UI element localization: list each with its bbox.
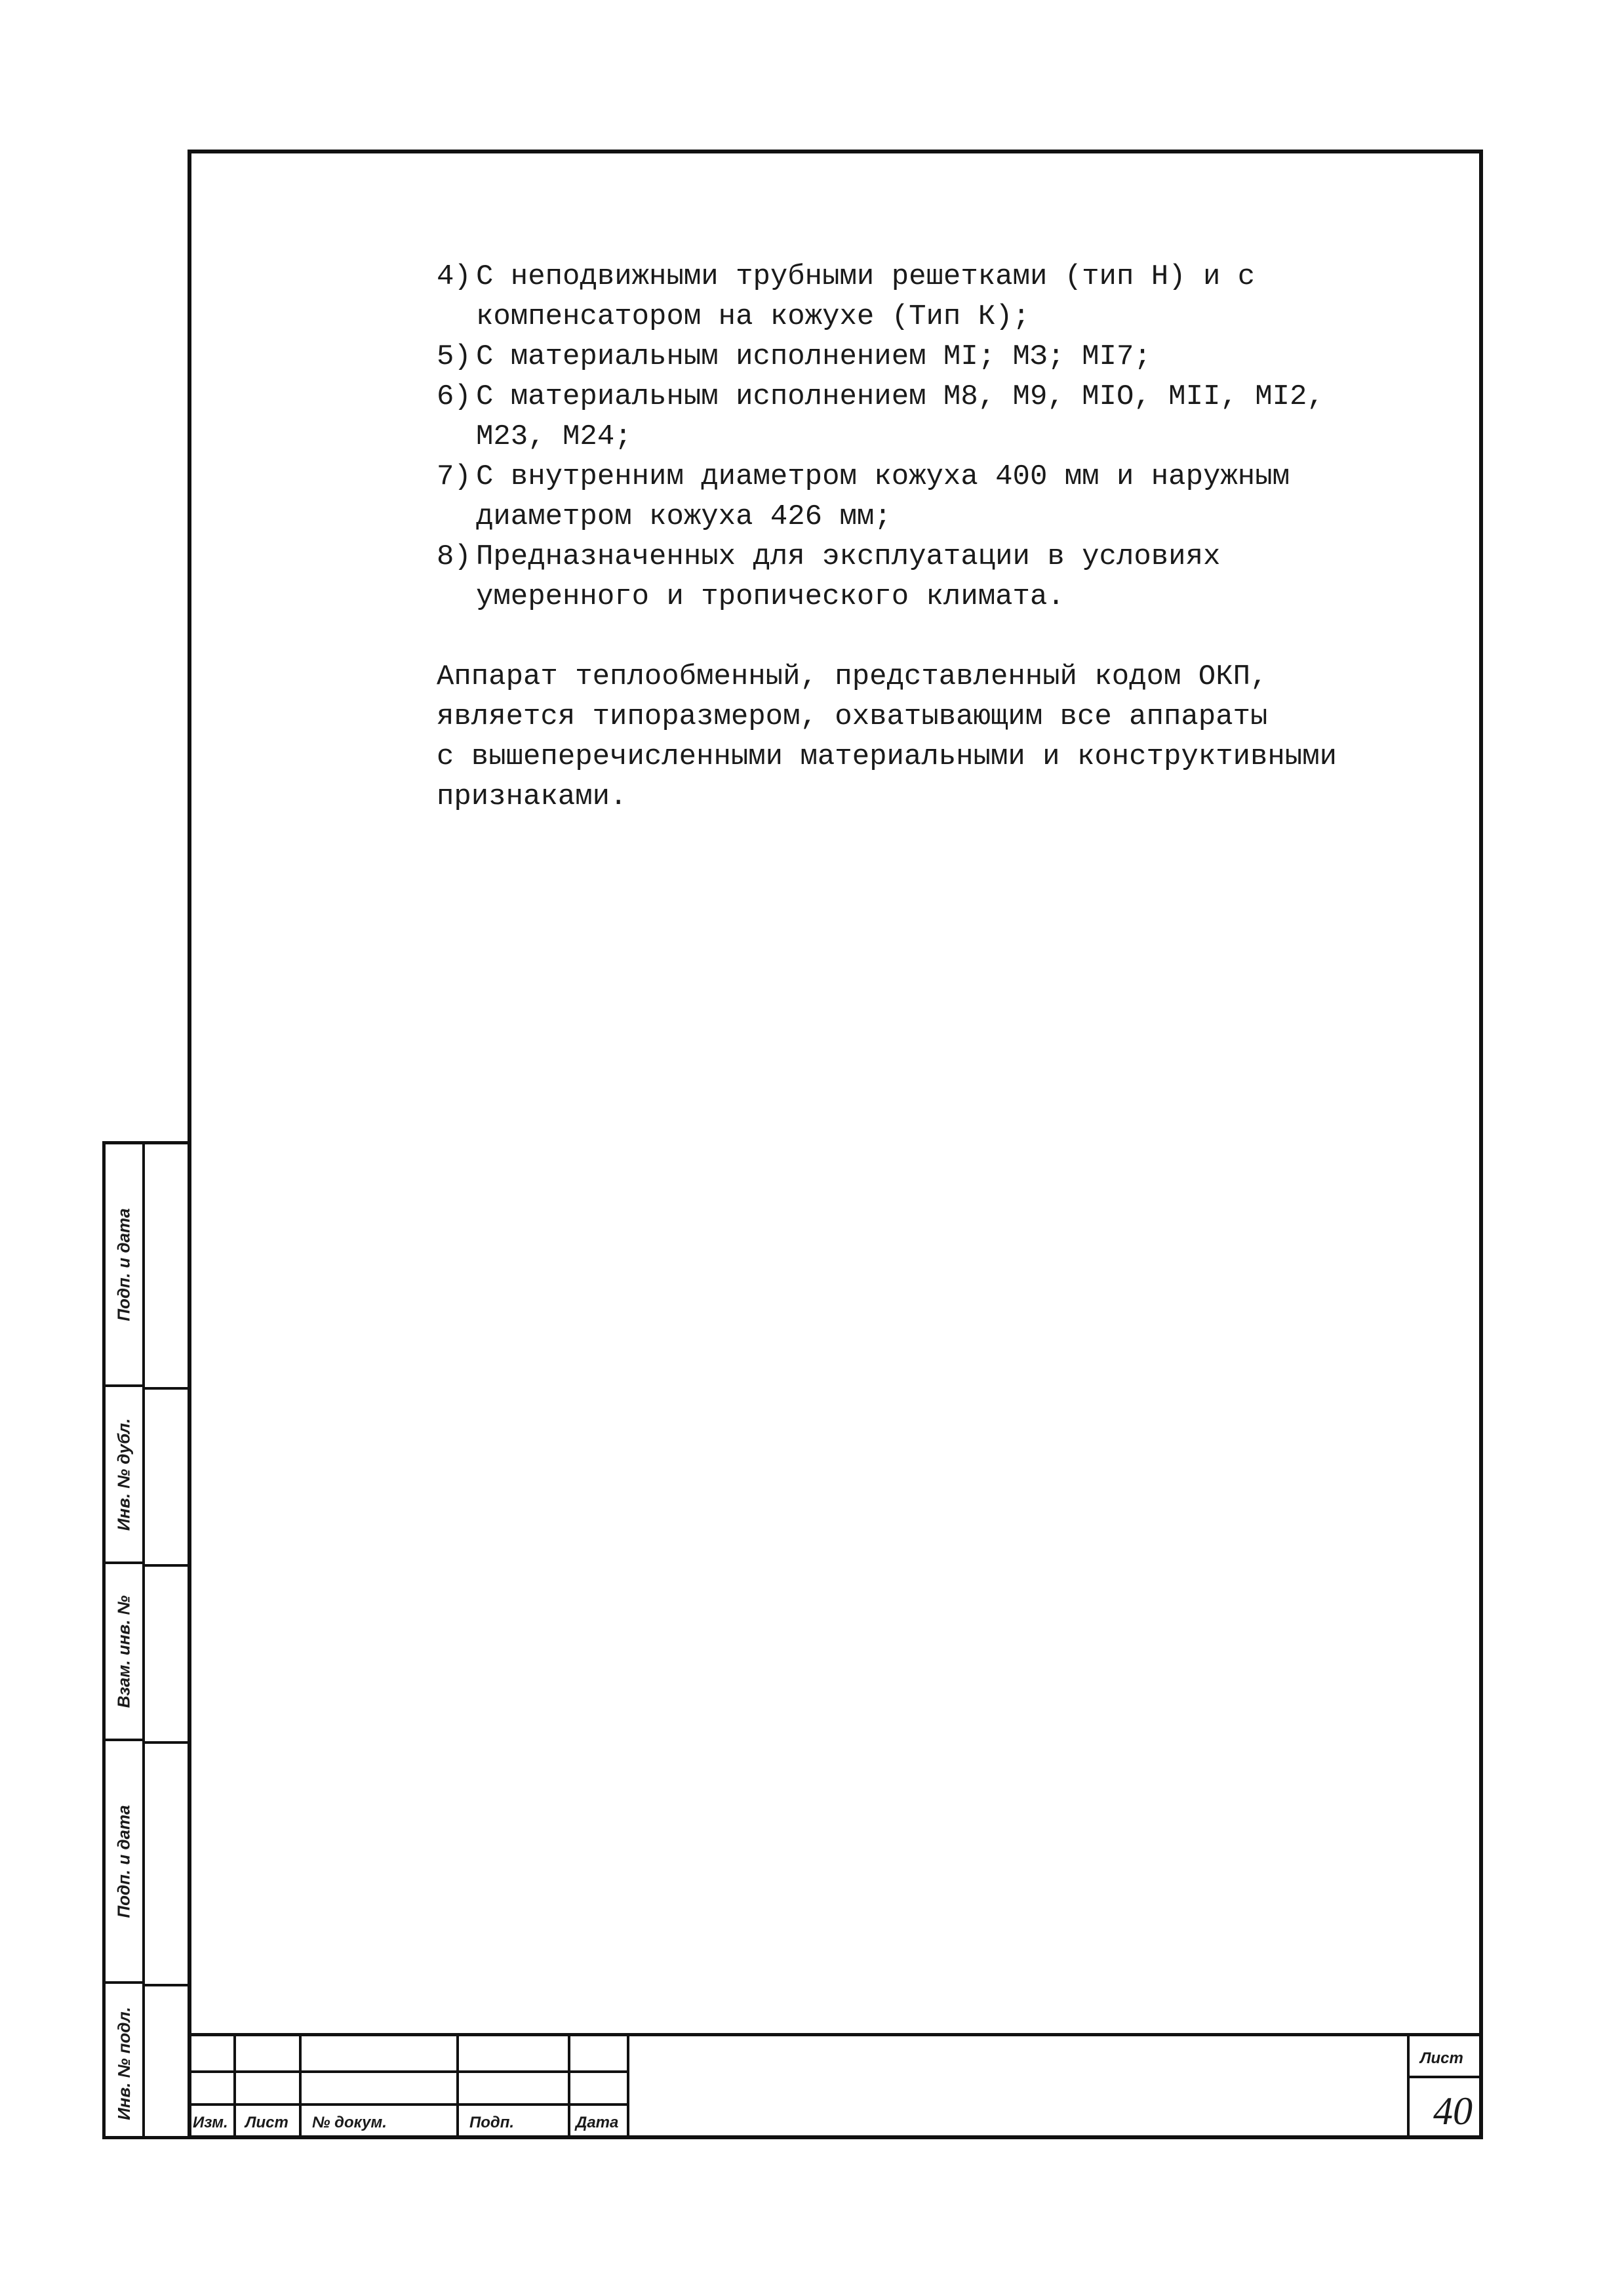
title-block-label: Изм. <box>193 2114 228 2131</box>
summary-paragraph <box>437 662 1433 811</box>
title-block-label: Дата <box>576 2114 619 2131</box>
title-block <box>188 2033 1483 2139</box>
side-stamp-label: Подп. и дата <box>113 1804 134 1918</box>
list-item-number: 7) <box>437 460 471 493</box>
title-block-label: Подп. <box>469 2114 515 2131</box>
list-item-number: 5) <box>437 340 471 373</box>
list-item-line: М23, М24; <box>476 420 632 453</box>
side-stamp-label: Инв. № подл. <box>113 2006 134 2120</box>
title-block-label: № докум. <box>312 2114 387 2131</box>
side-stamp-cell <box>106 1984 142 2143</box>
side-stamp-label: Инв. № дубл. <box>113 1418 134 1531</box>
list-item-line: С материальным исполнением МI; МЗ; МI7; <box>476 340 1151 373</box>
side-stamp-label: Взам. инв. № <box>113 1595 134 1708</box>
side-stamp <box>102 1141 188 2139</box>
side-stamp-label: Подп. и дата <box>113 1207 134 1321</box>
list-item-line: С внутренним диаметром кожуха 400 мм и наружным <box>476 460 1290 493</box>
side-stamp-cell <box>106 1741 142 1984</box>
list-item-number: 6) <box>437 380 471 413</box>
sheet-number: 40 <box>1433 2089 1473 2133</box>
title-block-label: Лист <box>245 2114 288 2131</box>
side-stamp-cell <box>106 1144 142 1387</box>
paragraph-line: с вышеперечисленными материальными и конструктивными <box>437 740 1337 773</box>
list-item-line: диаметром кожуха 426 мм; <box>476 500 892 533</box>
list-item <box>437 462 1433 531</box>
side-stamp-cell <box>106 1387 142 1564</box>
list-item-line: Предназначенных для эксплуатации в условиях <box>476 540 1221 573</box>
list-item-line: С неподвижными трубными решетками (тип Н) и с <box>476 260 1256 293</box>
list-item <box>437 342 1433 371</box>
paragraph-line: признаками. <box>437 780 627 813</box>
list-item-number: 8) <box>437 540 471 573</box>
list-item-line: умеренного и тропического климата. <box>476 580 1065 613</box>
list-item <box>437 262 1433 331</box>
sheet-label: Лист <box>1420 2049 1463 2067</box>
list-item <box>437 542 1433 611</box>
side-stamp-cell <box>106 1564 142 1741</box>
document-body <box>437 262 1433 822</box>
list-item <box>437 382 1433 451</box>
paragraph-line: Аппарат теплообменный, представленный кодом ОКП, <box>437 660 1268 693</box>
list-item-line: С материальным исполнением М8, М9, МIO, МII, МI2, <box>476 380 1324 413</box>
list-item-line: компенсатором на кожухе (Тип К); <box>476 300 1030 333</box>
list-item-number: 4) <box>437 260 471 293</box>
paragraph-line: является типоразмером, охватывающим все аппараты <box>437 700 1268 733</box>
